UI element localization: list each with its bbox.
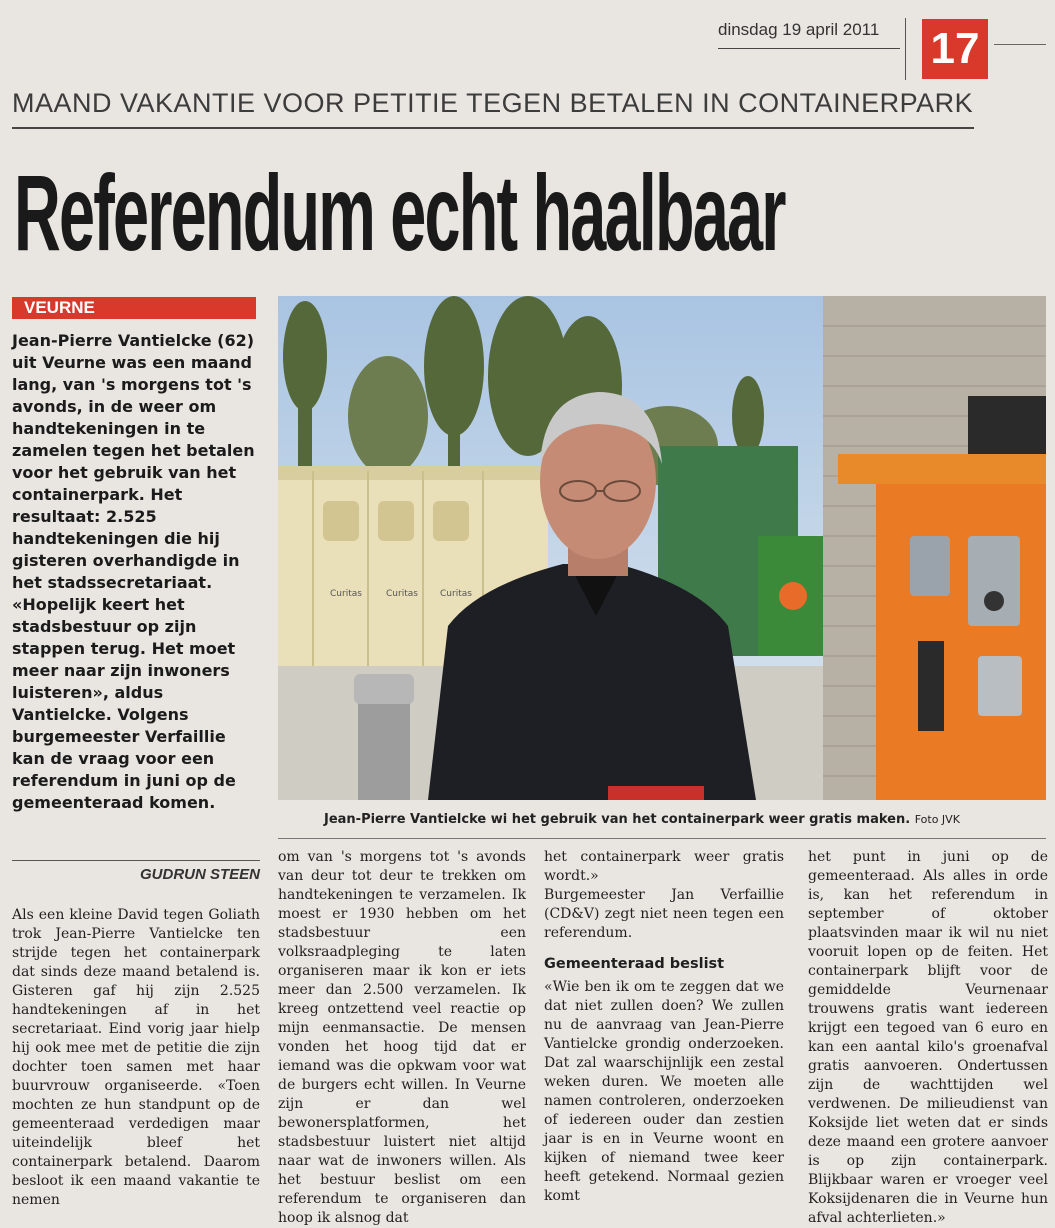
headline: Referendum echt haalbaar bbox=[14, 152, 785, 273]
photo-illustration bbox=[278, 296, 1046, 800]
body-column-3 bbox=[544, 848, 784, 1206]
body-paragraph: het containerpark weer gratis wordt.» bbox=[544, 849, 784, 884]
issue-date: dinsdag 19 april 2011 bbox=[718, 20, 880, 39]
caption-text: Jean-Pierre Vantielcke wi het gebruik van het containerpark weer gratis maken. bbox=[324, 812, 911, 827]
body-paragraph: om van 's morgens tot 's avonds van deur tot deur te trekken om handtekeningen te verzamelen. Ik moest er 1930 hebben om het stadsbestuur een volksraadpleging te laten organiseren maar ik kon er iets meer dan 2.500 verzamelen. Ik kreeg ontzettend veel reactie op mijn eenmansactie. De mensen vonden het hoog tijd dat er iemand was die opkwam voor wat de burgers echt willen. In Veurne zijn er dan wel bewonersplatformen, het stadsbestuur luistert niet altijd naar wat de inwoners willen. Als het bestuur beslist om een referendum te organiseren dan hoop ik alsnog dat bbox=[278, 849, 526, 1226]
container-label: Curitas bbox=[386, 589, 418, 599]
body-paragraph: het punt in juni op de gemeenteraad. Als alles in orde is, kan het referendum in september of oktober plaatsvinden maar ik wil nu niet vooruit lopen op de feiten. Het containerpark blijft voor de gemiddelde Veurnenaar trouwens gratis want iedereen krijgt een tegoed van 6 euro en kan een aantal kilo's groenafval gratis aanvoeren. Ondertussen zijn de wachttijden wel verdwenen. De milieudienst van Koksijde liet weten dat er sinds deze maand een grotere aanvoer is op zijn containerpark. Blijkbaar waren er vroeger veel Koksijdenaren die in Veurne hun afval achterlieten.» bbox=[808, 849, 1048, 1226]
body-paragraph: «Wie ben ik om te zeggen dat we dat niet zullen doen? We zullen nu de aanvraag van Jean-Pierre Vantielcke grondig onderzoeken. Dat zal waarschijnlijk een zestal weken duren. We moeten alle namen controleren, onderzoeken of iedereen ouder dan zestien jaar is en in Veurne woont en kijken of niemand twee keer heeft getekend. Normaal gezien komt bbox=[544, 979, 784, 1204]
body-column-2 bbox=[278, 848, 526, 1228]
header-rule bbox=[994, 44, 1046, 45]
byline-rule bbox=[12, 860, 260, 861]
container-label: Curitas bbox=[440, 589, 472, 599]
kicker-underline bbox=[12, 127, 974, 129]
lead-paragraph: Jean-Pierre Vantielcke (62) uit Veurne was een maand lang, van 's morgens tot 's avonds, in de weer om handtekeningen in te zamelen tegen het betalen voor het gebruik van het containerpark. Het resultaat: 2.525 handtekeningen die hij gisteren overhandigde in het stadssecretariaat. «Hopelijk keert het stadsbestuur op zijn stappen terug. Het moet meer naar zijn inwoners luisteren», aldus Vantielcke. Volgens burgemeester Verfaillie kan de vraag voor een referendum in juni op de gemeenteraad komen. bbox=[12, 331, 255, 812]
body-column-4 bbox=[808, 848, 1048, 1228]
kicker: MAAND VAKANTIE VOOR PETITIE TEGEN BETALEN IN CONTAINERPARK bbox=[12, 88, 974, 118]
article-photo bbox=[278, 296, 1046, 800]
caption-rule bbox=[278, 838, 1046, 839]
subheading: Gemeenteraad beslist bbox=[544, 956, 725, 972]
body-column-1 bbox=[12, 906, 260, 1210]
page-number-badge: 17 bbox=[922, 19, 988, 79]
body-paragraph: Burgemeester Jan Verfaillie (CD&V) zegt niet neen tegen een referendum. bbox=[544, 887, 784, 941]
header-divider bbox=[905, 18, 906, 80]
section-tag: VEURNE bbox=[12, 297, 256, 319]
photo-credit: Foto JVK bbox=[914, 813, 960, 826]
photo-caption bbox=[324, 812, 960, 827]
container-label: Curitas bbox=[330, 589, 362, 599]
body-paragraph: Als een kleine David tegen Goliath trok Jean-Pierre Vantielcke ten strijde tegen het containerpark dat sinds deze maand betalend is. Gisteren gaf hij zijn 2.525 handtekeningen af in het secretariaat. Eind vorig jaar hielp hij ook mee met de petitie die zijn dochter toen samen met haar buurvrouw organiseerde. «Toen mochten ze hun standpunt op de gemeenteraad verdedigen maar uiteindelijk bleef het containerpark betalend. Daarom besloot ik een maand vakantie te nemen bbox=[12, 907, 260, 1208]
byline: GUDRUN STEEN bbox=[139, 866, 260, 883]
date-underline bbox=[718, 48, 900, 49]
